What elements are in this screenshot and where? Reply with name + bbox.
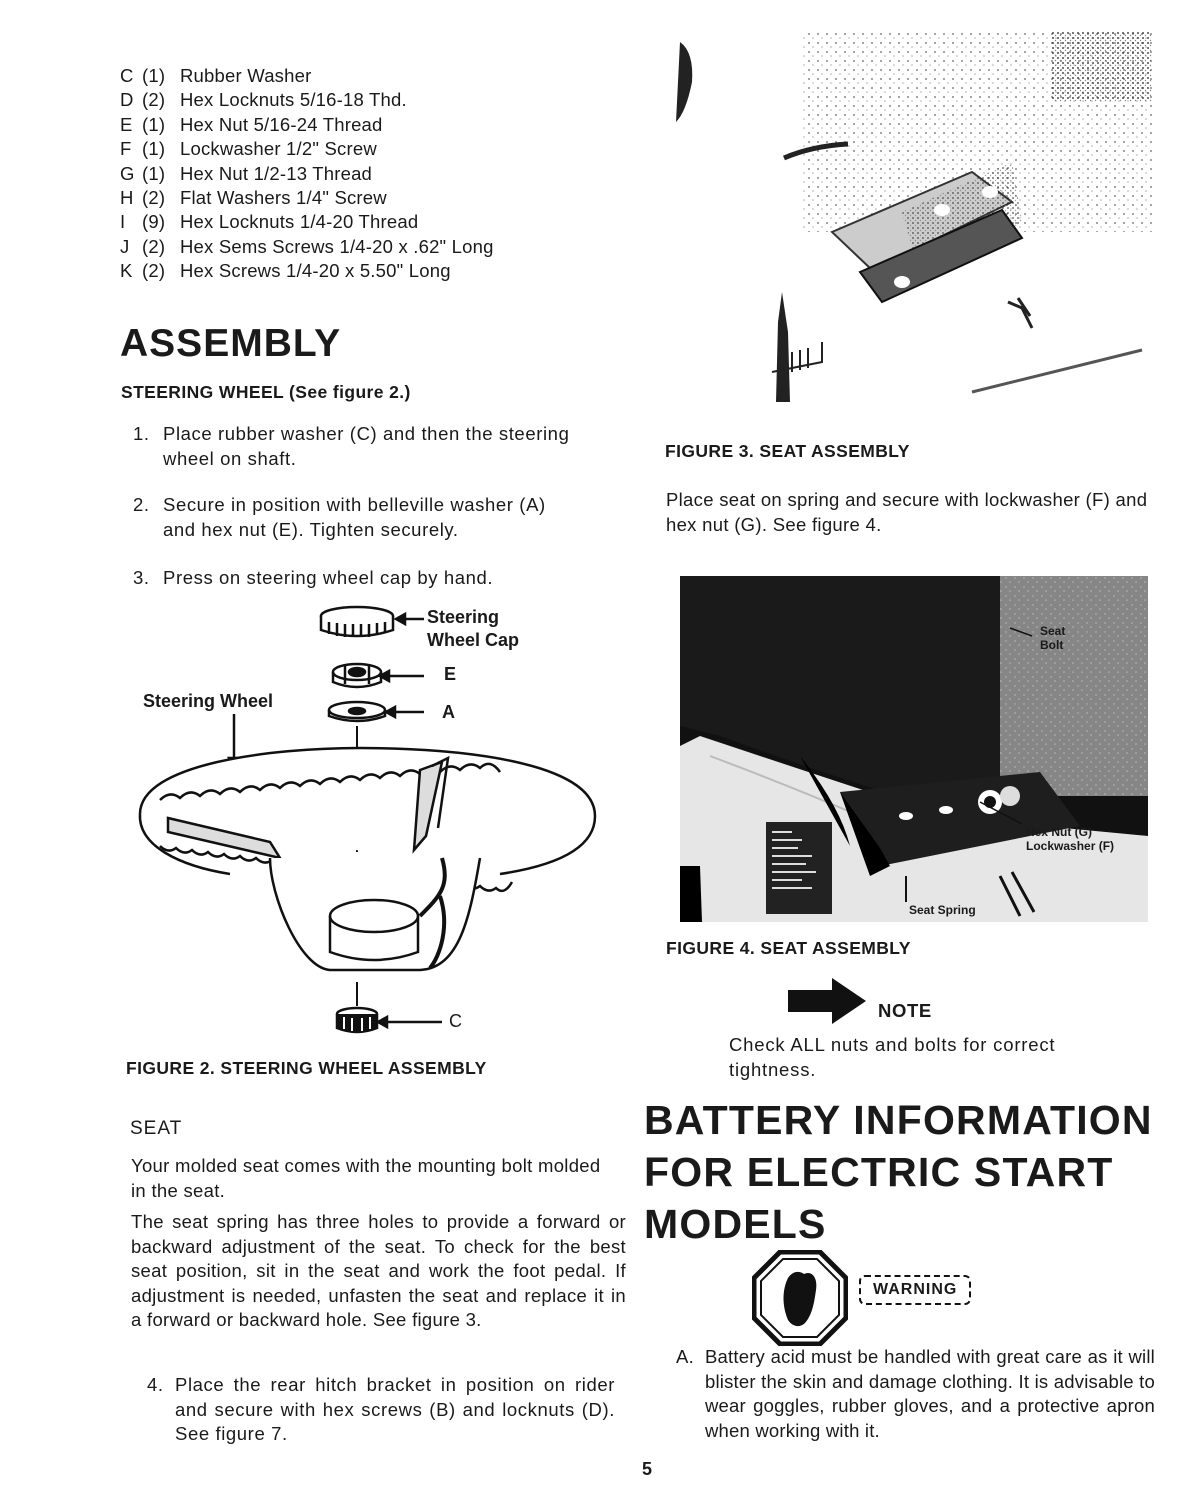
part-qty: (2) bbox=[142, 89, 166, 111]
part-desc: Hex Nut 5/16-24 Thread bbox=[180, 113, 383, 135]
page-number: 5 bbox=[642, 1459, 653, 1479]
label-e: E bbox=[444, 664, 457, 684]
seat-heading: SEAT bbox=[130, 1118, 183, 1139]
part-qty: (1) bbox=[142, 138, 166, 160]
parts-list bbox=[120, 64, 494, 284]
step-2 bbox=[133, 493, 613, 545]
label-c: C bbox=[449, 1011, 462, 1031]
parts-list-item bbox=[120, 137, 494, 161]
parts-list-item bbox=[120, 88, 494, 112]
part-letter: K bbox=[120, 260, 133, 282]
part-qty: (1) bbox=[142, 113, 166, 135]
part-letter: F bbox=[120, 138, 132, 160]
steering-wheel-label: Steering Wheel bbox=[143, 691, 274, 711]
part-qty: (1) bbox=[142, 162, 166, 184]
parts-list-item bbox=[120, 64, 494, 88]
steering-wheel-diagram bbox=[120, 596, 620, 1046]
seat-paragraph-1: Your molded seat comes with the mounting bolt molded in the seat. bbox=[131, 1155, 601, 1201]
part-letter: J bbox=[120, 235, 130, 257]
parts-list-item bbox=[120, 235, 494, 259]
parts-list-item bbox=[120, 113, 494, 137]
step-number: 3. bbox=[133, 567, 150, 588]
battery-title: BATTERY INFORMATION FOR ELECTRIC START MODELS bbox=[644, 1097, 1153, 1247]
step-1 bbox=[133, 422, 613, 474]
figure3-caption: FIGURE 3. SEAT ASSEMBLY bbox=[665, 441, 910, 461]
step-text: Press on steering wheel cap by hand. bbox=[163, 567, 494, 588]
figure3-photo bbox=[672, 32, 1156, 410]
step-text: Secure in position with belleville washer (A) and hex nut (E). Tighten securely. bbox=[163, 494, 546, 540]
parts-list-item bbox=[120, 210, 494, 234]
seat-bolt-label: Seat Bolt bbox=[1040, 624, 1066, 652]
stop-hand-icon bbox=[752, 1250, 848, 1346]
part-letter: I bbox=[120, 211, 126, 233]
part-qty: (2) bbox=[142, 260, 166, 282]
part-qty: (1) bbox=[142, 65, 166, 86]
note-title: NOTE bbox=[878, 1000, 932, 1021]
part-letter: H bbox=[120, 187, 134, 209]
belleville-washer-a-icon bbox=[329, 702, 385, 721]
step-number: 2. bbox=[133, 494, 150, 515]
figure2-caption: FIGURE 2. STEERING WHEEL ASSEMBLY bbox=[126, 1058, 487, 1078]
parts-list-item bbox=[120, 186, 494, 210]
hex-nut-label: Hex Nut (G) Lockwasher (F) bbox=[1026, 825, 1115, 853]
part-desc: Rubber Washer bbox=[180, 65, 312, 86]
part-letter: C bbox=[120, 65, 134, 86]
part-letter: G bbox=[120, 162, 135, 184]
part-desc: Flat Washers 1/4" Screw bbox=[180, 187, 387, 209]
parts-list-item bbox=[120, 162, 494, 186]
label-a: A bbox=[442, 702, 455, 722]
rubber-washer-c-icon bbox=[337, 1008, 377, 1032]
step-number: 4. bbox=[147, 1374, 164, 1395]
part-desc: Hex Nut 1/2-13 Thread bbox=[180, 162, 373, 184]
steering-wheel-cap-icon bbox=[321, 607, 393, 637]
hex-nut-e-icon bbox=[333, 664, 381, 687]
step-number: 1. bbox=[133, 423, 150, 444]
seat-paragraph-2: The seat spring has three holes to provide a forward or backward adjustment of the seat. To check for the best seat position, sit in the seat and work the foot pedal. If adjustment is needed, unfasten the seat and replace it in a forward or backward hole. See figure 3. bbox=[131, 1211, 626, 1330]
seat-spring-label: Seat Spring bbox=[909, 903, 976, 917]
step-4 bbox=[147, 1373, 617, 1449]
part-qty: (2) bbox=[142, 235, 166, 257]
part-qty: (2) bbox=[142, 187, 166, 209]
parts-list-item bbox=[120, 259, 494, 283]
part-qty: (9) bbox=[142, 211, 166, 233]
part-desc: Hex Sems Screws 1/4-20 x .62" Long bbox=[180, 235, 494, 257]
figure4-caption: FIGURE 4. SEAT ASSEMBLY bbox=[666, 938, 911, 958]
note-text: Check ALL nuts and bolts for correct tightness. bbox=[729, 1034, 1056, 1080]
part-desc: Lockwasher 1/2" Screw bbox=[180, 138, 377, 160]
step-3 bbox=[133, 566, 613, 594]
steering-wheel-heading: STEERING WHEEL (See figure 2.) bbox=[121, 382, 411, 402]
step-text: Place rubber washer (C) and then the steering wheel on shaft. bbox=[163, 423, 570, 469]
step-text: Place the rear hitch bracket in position on rider and secure with hex screws (B) and locknuts (D). See figure 7. bbox=[175, 1374, 615, 1444]
assembly-title: ASSEMBLY bbox=[120, 322, 342, 365]
note-arrow-icon bbox=[786, 978, 868, 1024]
warning-badge: WARNING bbox=[859, 1275, 971, 1305]
figure3-text: Place seat on spring and secure with lockwasher (F) and hex nut (G). See figure 4. bbox=[666, 489, 1148, 535]
part-desc: Hex Locknuts 5/16-18 Thd. bbox=[180, 89, 407, 111]
part-letter: E bbox=[120, 113, 133, 135]
battery-item-letter: A. bbox=[676, 1346, 695, 1367]
figure4-photo bbox=[680, 576, 1148, 922]
steering-wheel-cap-label: Steering Wheel Cap bbox=[427, 607, 520, 650]
part-desc: Hex Locknuts 1/4-20 Thread bbox=[180, 211, 419, 233]
part-desc: Hex Screws 1/4-20 x 5.50" Long bbox=[180, 260, 451, 282]
part-letter: D bbox=[120, 89, 134, 111]
battery-item-text: Battery acid must be handled with great care as it will blister the skin and damage clothing. It is advisable to wear goggles, rubber gloves, and a protective apron when working with it. bbox=[705, 1346, 1155, 1441]
